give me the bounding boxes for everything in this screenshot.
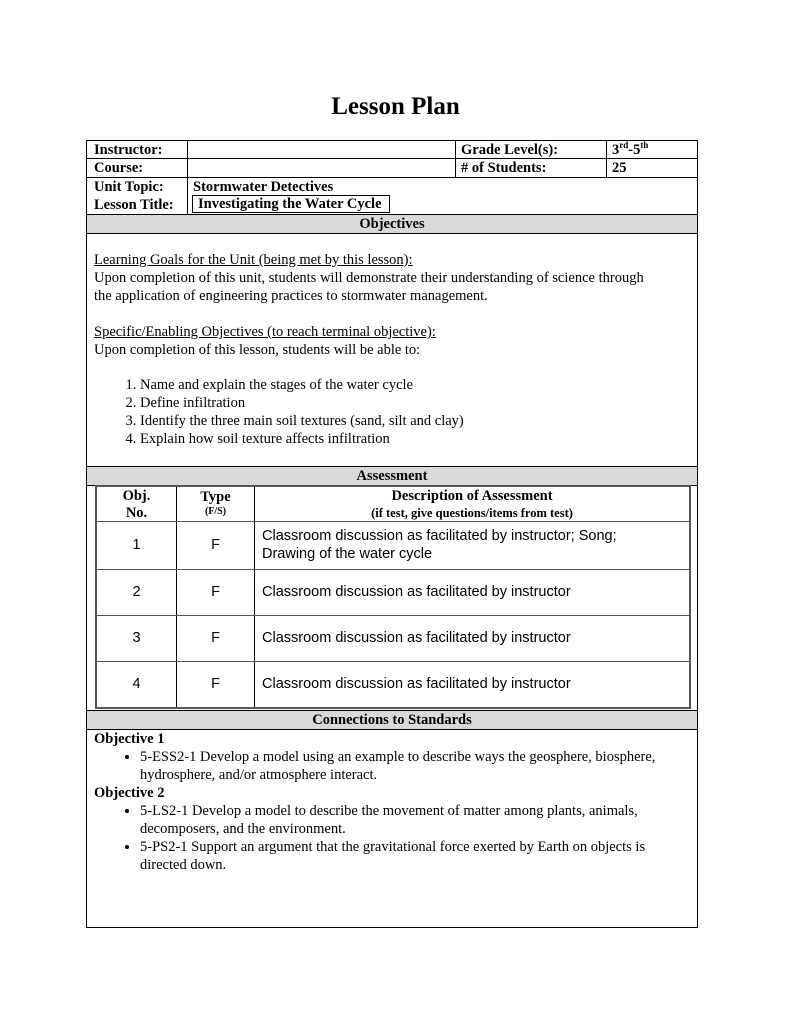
grade-value-sup2: th [640, 140, 649, 151]
header-divider [87, 177, 697, 178]
col-desc-label: Description of Assessment [391, 488, 553, 504]
objective-item: 1. Name and explain the stages of the water cycle [140, 376, 684, 394]
col-type-sub: (F/S) [204, 506, 227, 517]
obj-cell: 3 [132, 630, 141, 646]
objective-2-standards [94, 802, 694, 874]
grade-level-value[interactable] [612, 141, 648, 159]
objective-1-label: Objective 1 [94, 731, 165, 747]
col-desc-sub: (if test, give questions/items from test) [371, 506, 573, 520]
students-value[interactable]: 25 [612, 160, 627, 176]
standard-line: • 5-PS2-1 Support an argument that the gravitational force exerted by Earth on objects is [140, 839, 646, 855]
col-obj-header [97, 488, 176, 522]
specific-objectives-heading: Specific/Enabling Objectives (to reach terminal objective): [94, 324, 436, 340]
objective-2-label: Objective 2 [94, 785, 165, 801]
lesson-title-label: Lesson Title: [94, 197, 174, 213]
unit-topic-value[interactable]: Stormwater Detectives [193, 179, 334, 195]
standard-line: decomposers, and the environment. [140, 821, 346, 837]
unit-divider [187, 177, 188, 215]
grade-value-dash: -5 [628, 142, 641, 158]
instructor-label: Instructor: [94, 142, 163, 158]
specific-objectives-intro: Upon completion of this lesson, students will be able to: [94, 342, 421, 358]
standard-line: • 5-LS2-1 Develop a model to describe the movement of matter among plants, animals, [140, 803, 638, 819]
unit-topic-label: Unit Topic: [94, 179, 164, 195]
col-obj-line2: No. [125, 505, 148, 521]
desc-cell: Classroom discussion as facilitated by instructor [262, 676, 571, 692]
objectives-heading: Objectives [87, 214, 697, 234]
obj-cell: 2 [132, 584, 141, 600]
type-cell: F [211, 630, 220, 646]
col-type-label: Type [200, 489, 231, 505]
obj-cell: 4 [132, 676, 141, 692]
desc-cell [262, 527, 617, 563]
objective-1-standards [94, 748, 694, 784]
table-row [97, 522, 689, 569]
grade-value-main: 3 [612, 142, 620, 158]
col-type-header [177, 489, 254, 518]
header-divider [87, 158, 697, 159]
header-divider [606, 141, 607, 177]
page-title: Lesson Plan [331, 93, 460, 120]
type-cell: F [211, 584, 220, 600]
col-obj-line1: Obj. [122, 488, 151, 504]
standards-heading: Connections to Standards [87, 710, 697, 730]
type-cell: F [211, 676, 220, 692]
table-row [97, 616, 689, 661]
obj-cell: 1 [132, 537, 141, 553]
desc-line: Drawing of the water cycle [262, 546, 433, 562]
objective-item: 3. Identify the three main soil textures (sand, silt and clay) [140, 412, 684, 430]
objectives-list [94, 376, 684, 448]
desc-line: Classroom discussion as facilitated by instructor; Song; [262, 528, 617, 544]
header-divider [187, 141, 188, 177]
learning-goals-heading: Learning Goals for the Unit (being met by this lesson): [94, 252, 413, 268]
standard-item [140, 748, 694, 784]
header-divider [455, 141, 456, 177]
learning-goals-line: the application of engineering practices to stormwater management. [94, 288, 488, 304]
standard-line: hydrosphere, and/or atmosphere interact. [140, 767, 378, 783]
grade-value-sup1: rd [619, 140, 629, 151]
desc-cell: Classroom discussion as facilitated by instructor [262, 630, 571, 646]
lesson-title-value[interactable]: Investigating the Water Cycle [192, 195, 390, 213]
grade-level-label: Grade Level(s): [461, 142, 559, 158]
table-row [97, 570, 689, 615]
assessment-table [95, 485, 691, 709]
learning-goals-line: Upon completion of this unit, students will demonstrate their understanding of science through [94, 270, 644, 286]
course-label: Course: [94, 160, 144, 176]
standard-item [140, 802, 694, 838]
lesson-plan-form [86, 140, 698, 928]
objective-item: 4. Explain how soil texture affects infiltration [140, 430, 684, 448]
standard-line: • 5-ESS2-1 Develop a model using an example to describe ways the geosphere, biosphere, [140, 749, 656, 765]
type-cell: F [211, 537, 220, 553]
standard-line: directed down. [140, 857, 227, 873]
table-row [97, 662, 689, 707]
standard-item [140, 838, 694, 874]
objective-item: 2. Define infiltration [140, 394, 684, 412]
col-desc-header [255, 488, 689, 522]
desc-cell: Classroom discussion as facilitated by instructor [262, 584, 571, 600]
students-label: # of Students: [461, 160, 547, 176]
assessment-heading: Assessment [87, 466, 697, 486]
